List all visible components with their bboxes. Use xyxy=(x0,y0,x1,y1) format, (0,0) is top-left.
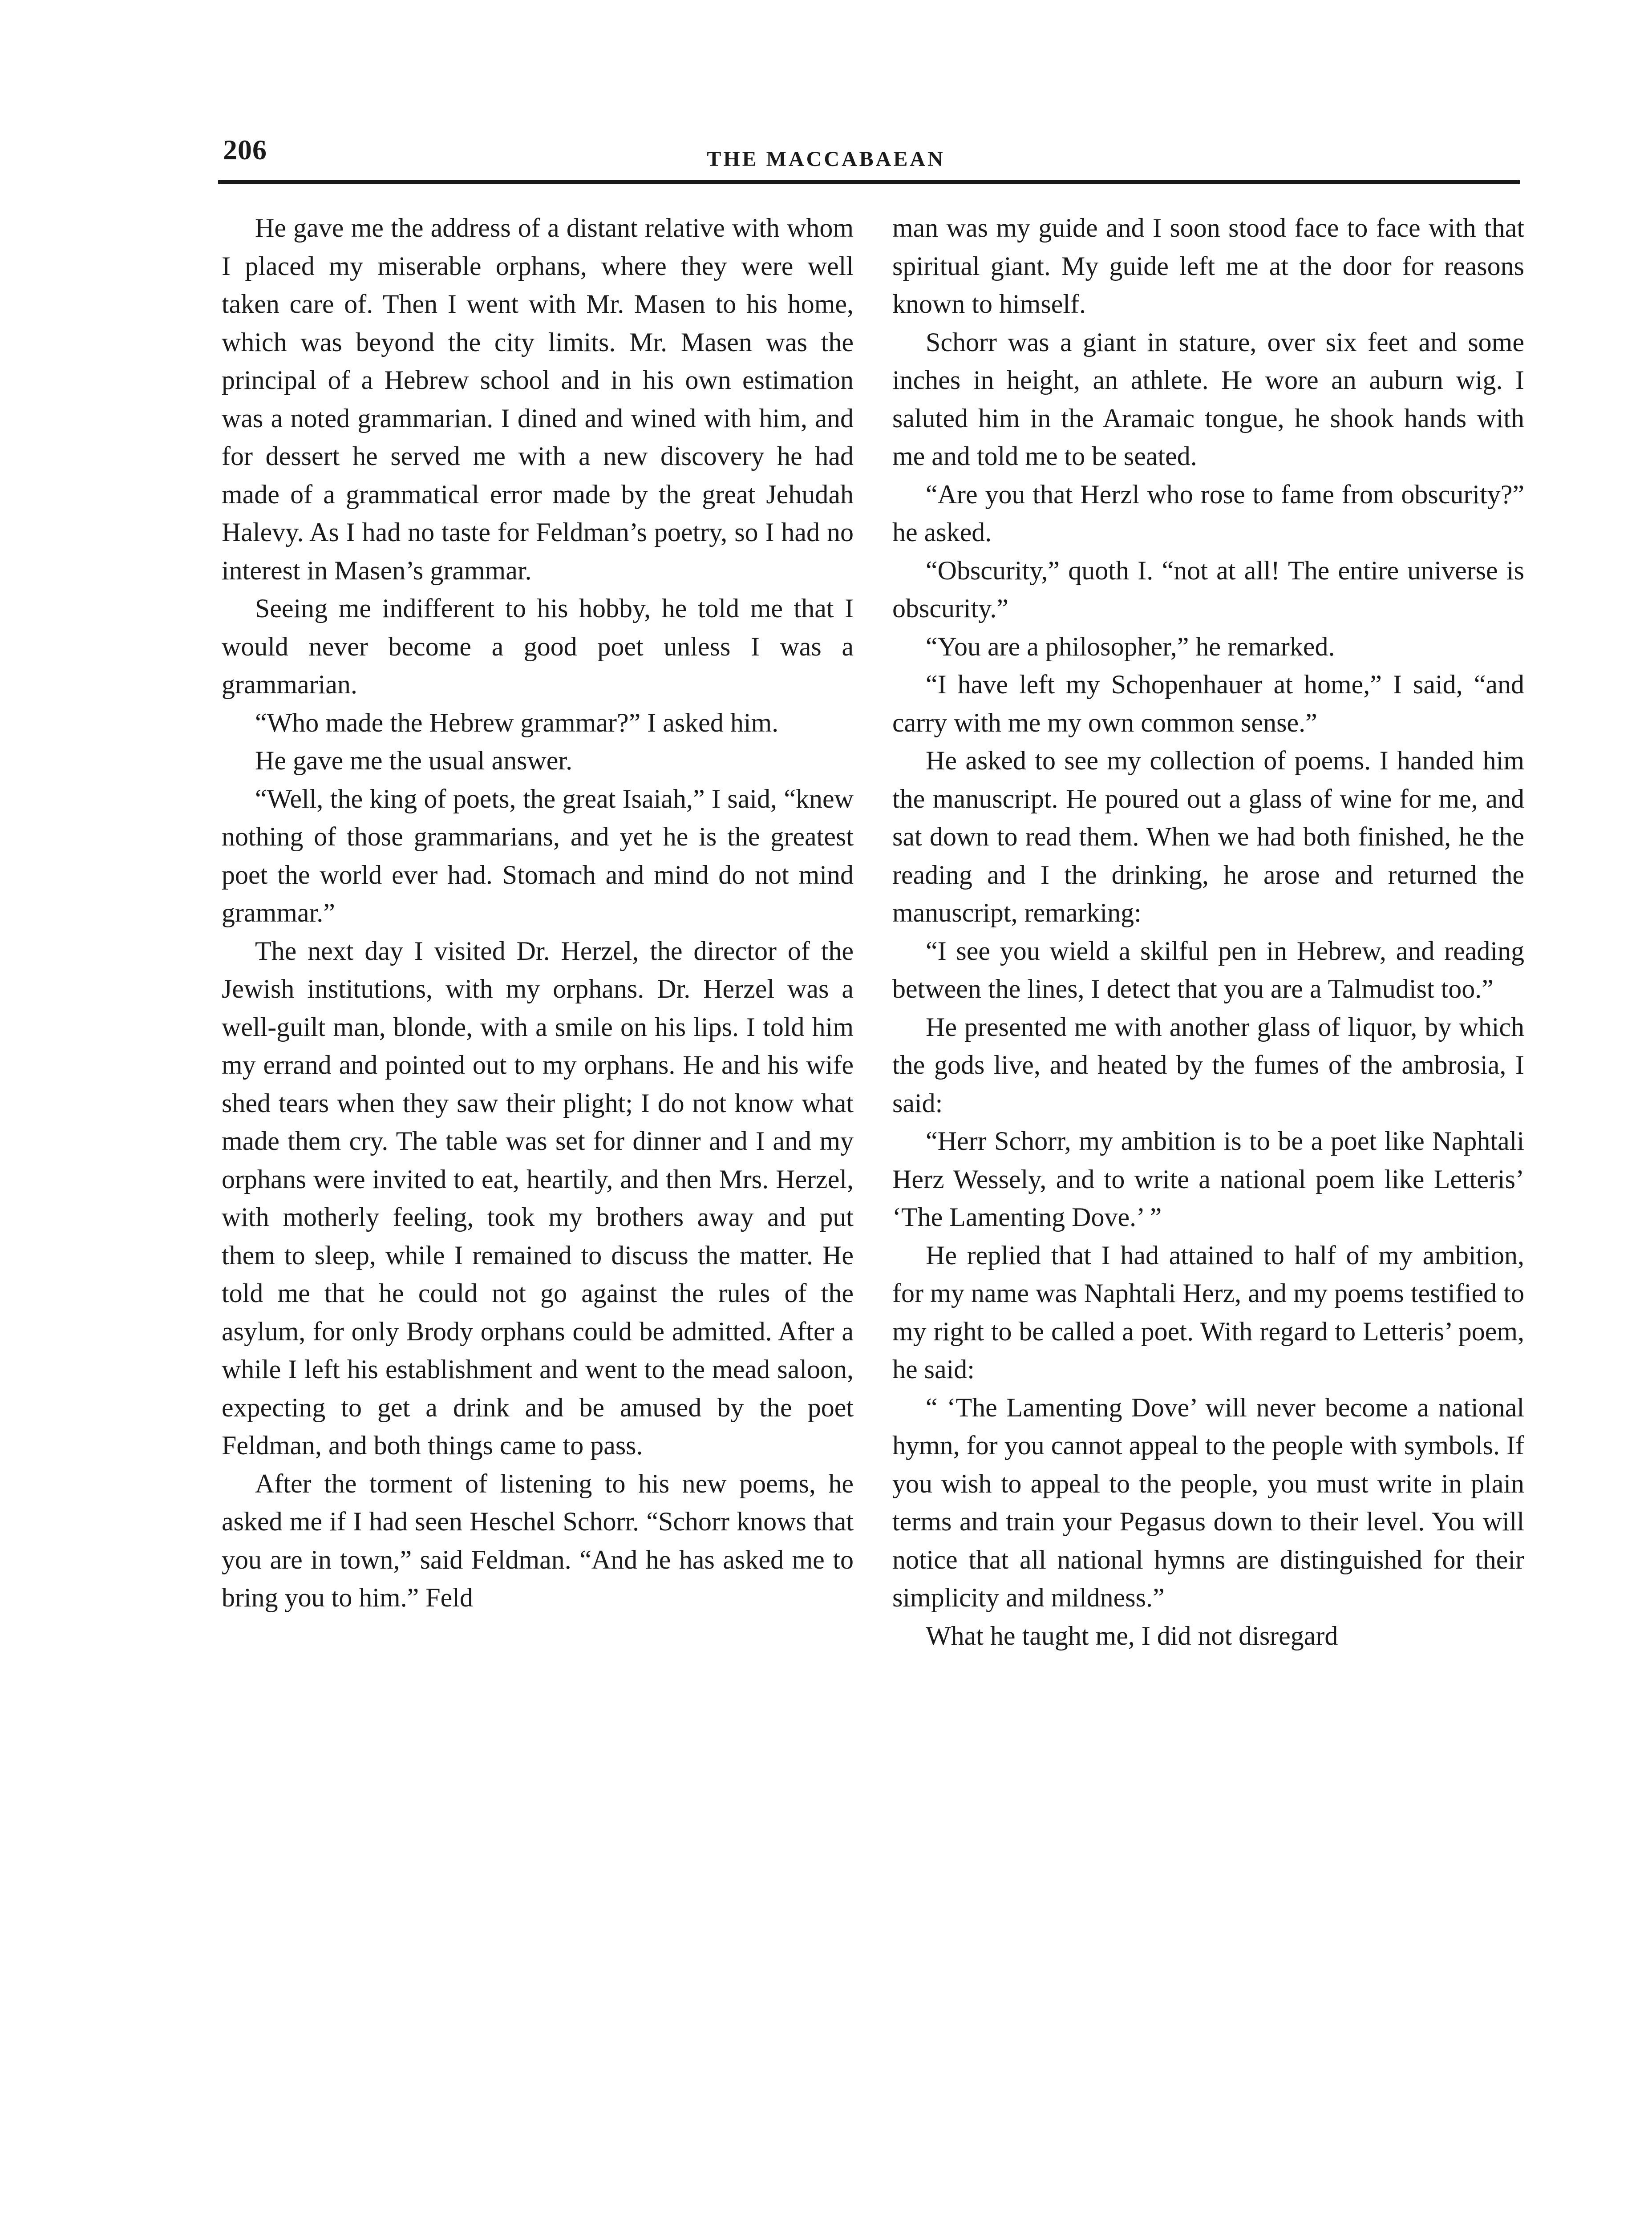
paragraph: “Herr Schorr, my ambition is to be a poet like Naphtali Herz Wessely, and to write a national poem like Letteris’ ‘The Lamenting Dove.’ ” xyxy=(892,1126,1524,1232)
paragraph: “I have left my Schopenhauer at home,” I said, “and carry with me my own common sense.” xyxy=(892,670,1524,737)
paragraph: After the torment of listening to his new poems, he asked me if I had seen Heschel Schorr. “Schorr knows that you are in town,” said Feldman. “And he has asked me to bring you to him.” Feld xyxy=(222,1468,854,1612)
paragraph: He gave me the usual answer. xyxy=(255,746,573,775)
text-column-right xyxy=(892,209,1524,1655)
paragraph: Schorr was a giant in stature, over six feet and some inches in height, an athlete. He wore an auburn wig. I saluted him in the Aramaic tongue, he shook hands with me and told me to be seated. xyxy=(892,327,1524,471)
running-title: THE MACCABAEAN xyxy=(707,147,945,171)
paragraph: He replied that I had attained to half of my ambition, for my name was Naphtali Herz, and my poems testified to my right to be called a poet. With regard to Letteris’ poem, he said: xyxy=(892,1240,1524,1384)
paragraph-continuation: man was my guide and I soon stood face to face with that spiritual giant. My guide left me at the door for reasons known to himself. xyxy=(892,213,1524,319)
paragraph: He asked to see my collection of poems. I handed him the manuscript. He poured out a glass of wine for me, and sat down to read them. When we had both finished, he the reading and I the drinking, he arose and returned the manuscript, remarking: xyxy=(892,746,1524,927)
paragraph: He gave me the address of a distant relative with whom I placed my miserable orphans, where they were well taken care of. Then I went with Mr. Masen to his home, which was beyond the city limits. Mr. Masen was the principal of a Hebrew school and in his own estimation was a noted grammarian. I dined and wined with him, and for dessert he served me with a new discovery he had made of a grammatical error made by the great Jehudah Halevy. As I had no taste for Feldman’s poetry, so I had no interest in Masen’s grammar. xyxy=(222,213,854,585)
paragraph: “You are a philosopher,” he remarked. xyxy=(926,631,1335,661)
paragraph: “I see you wield a skilful pen in Hebrew, and reading between the lines, I detect that you are a Talmudist too.” xyxy=(892,936,1524,1003)
paragraph: “ ‘The Lamenting Dove’ will never become a national hymn, for you cannot appeal to the people with symbols. If you wish to appeal to the people, you must write in plain terms and train your Pegasus down to their level. You will notice that all national hymns are distinguished for their simplicity and mildness.” xyxy=(892,1392,1524,1612)
paragraph: “Obscurity,” quoth I. “not at all! The entire universe is obscurity.” xyxy=(892,555,1524,623)
page-number: 206 xyxy=(223,134,267,166)
header-rule xyxy=(218,180,1520,184)
paragraph: He presented me with another glass of liquor, by which the gods live, and heated by the fumes of the ambrosia, I said: xyxy=(892,1012,1524,1118)
paragraph: What he taught me, I did not disregard xyxy=(926,1621,1338,1651)
paragraph: “Well, the king of poets, the great Isaiah,” I said, “knew nothing of those grammarians, and yet he is the greatest poet the world ever had. Stomach and mind do not mind grammar.” xyxy=(222,784,854,927)
paragraph: Seeing me indifferent to his hobby, he told me that I would never become a good poet unless I was a grammarian. xyxy=(222,594,854,699)
paragraph: The next day I visited Dr. Herzel, the director of the Jewish institutions, with my orphans. Dr. Herzel was a well-guilt man, blonde, with a smile on his lips. I told him my errand and pointed out to my orphans. He and his wife shed tears when they saw their plight; I do not know what made them cry. The table was set for dinner and I and my orphans were invited to eat, heartily, and then Mrs. Herzel, with motherly feeling, took my brothers away and put them to sleep, while I remained to discuss the matter. He told me that he could not go against the rules of the asylum, for only Brody orphans could be admitted. After a while I left his establishment and went to the mead saloon, expecting to get a drink and be amused by the poet Feldman, and both things came to pass. xyxy=(222,936,854,1460)
paragraph: “Who made the Hebrew grammar?” I asked him. xyxy=(255,708,779,737)
text-column-left xyxy=(222,209,854,1617)
paragraph: “Are you that Herzl who rose to fame from obscurity?” he asked. xyxy=(892,479,1524,547)
